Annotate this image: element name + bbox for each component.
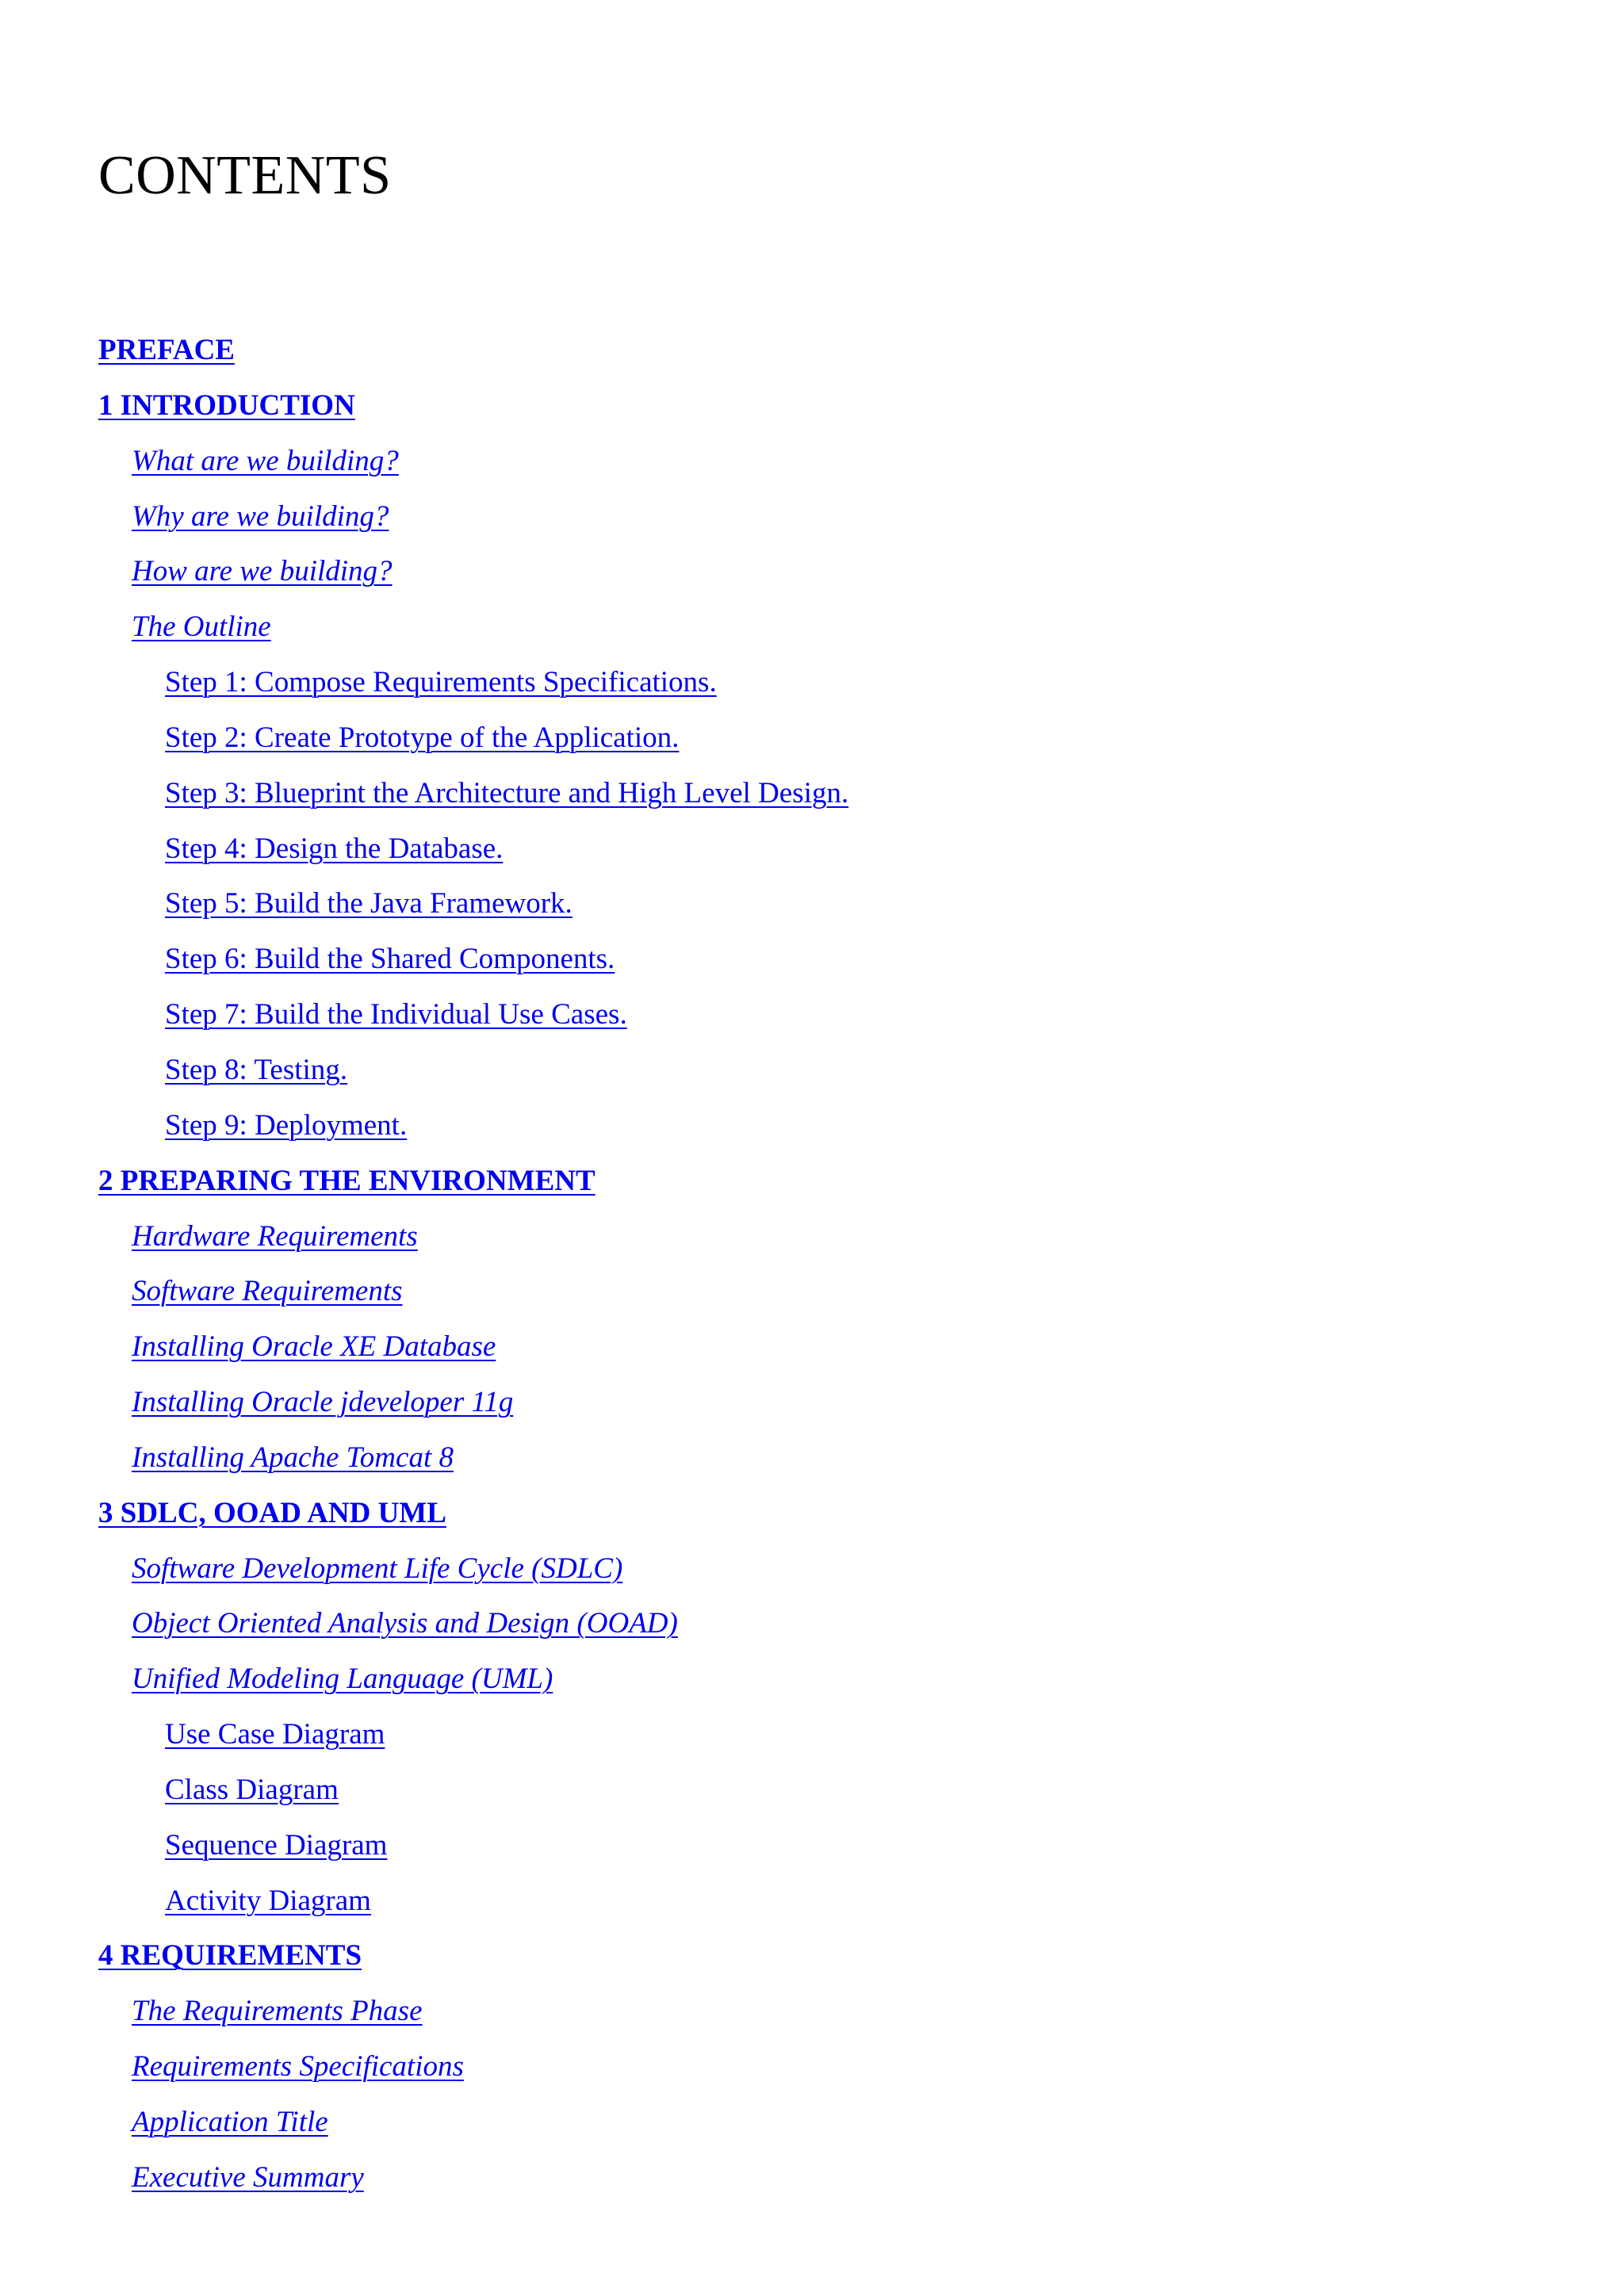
toc-entry-level-3: [0, 876, 1624, 932]
toc-link[interactable]: Step 3: Blueprint the Architecture and High Level Design.: [165, 776, 849, 809]
toc-link[interactable]: 1 INTRODUCTION: [98, 388, 355, 422]
toc-link[interactable]: Step 7: Build the Individual Use Cases.: [165, 998, 627, 1031]
toc-link[interactable]: Software Requirements: [132, 1275, 403, 1308]
toc-link[interactable]: Installing Oracle jdeveloper 11g: [132, 1386, 514, 1419]
toc-link[interactable]: Installing Apache Tomcat 8: [132, 1441, 454, 1474]
toc-link[interactable]: Unified Modeling Language (UML): [132, 1663, 553, 1696]
toc-link[interactable]: 3 SDLC, OOAD AND UML: [98, 1496, 446, 1529]
toc-entry-level-3: [0, 1818, 1624, 1873]
toc-entry-level-2: [0, 1209, 1624, 1265]
toc-link[interactable]: Use Case Diagram: [165, 1718, 385, 1751]
toc-entry-level-2: [0, 1541, 1624, 1597]
toc-entry-level-1: [0, 323, 1624, 378]
table-of-contents: [0, 323, 1624, 2206]
toc-entry-level-2: [0, 1984, 1624, 2039]
toc-link[interactable]: Step 5: Build the Java Framework.: [165, 887, 573, 920]
toc-entry-level-3: [0, 655, 1624, 710]
toc-entry-level-3: [0, 1762, 1624, 1818]
toc-link[interactable]: Installing Oracle XE Database: [132, 1330, 496, 1364]
toc-entry-level-2: [0, 1264, 1624, 1319]
toc-entry-level-1: [0, 1486, 1624, 1541]
toc-entry-level-2: [0, 1375, 1624, 1430]
toc-entry-level-1: [0, 1928, 1624, 1984]
toc-link[interactable]: 2 PREPARING THE ENVIRONMENT: [98, 1164, 596, 1197]
toc-link[interactable]: Step 9: Deployment.: [165, 1108, 408, 1142]
toc-entry-level-1: [0, 1154, 1624, 1209]
toc-entry-level-2: [0, 2150, 1624, 2206]
toc-entry-level-3: [0, 932, 1624, 987]
toc-link[interactable]: Executive Summary: [132, 2160, 364, 2194]
toc-entry-level-2: [0, 2039, 1624, 2095]
toc-link[interactable]: Class Diagram: [165, 1773, 339, 1806]
toc-link[interactable]: How are we building?: [132, 555, 393, 588]
toc-link[interactable]: Object Oriented Analysis and Design (OOAD): [132, 1607, 678, 1640]
toc-link[interactable]: Step 2: Create Prototype of the Application.: [165, 721, 680, 754]
toc-link[interactable]: Step 6: Build the Shared Components.: [165, 943, 615, 976]
toc-entry-level-3: [0, 1707, 1624, 1762]
toc-entry-level-2: [0, 1596, 1624, 1651]
toc-link[interactable]: What are we building?: [132, 444, 399, 477]
toc-entry-level-3: [0, 710, 1624, 766]
toc-entry-level-3: [0, 1043, 1624, 1098]
toc-entry-level-3: [0, 1098, 1624, 1154]
toc-link[interactable]: The Outline: [132, 610, 271, 644]
toc-entry-level-3: [0, 821, 1624, 877]
toc-link[interactable]: Software Development Life Cycle (SDLC): [132, 1552, 623, 1585]
toc-link[interactable]: Step 8: Testing.: [165, 1053, 348, 1086]
toc-entry-level-2: [0, 544, 1624, 599]
toc-entry-level-2: [0, 489, 1624, 545]
toc-entry-level-2: [0, 1651, 1624, 1707]
toc-entry-level-2: [0, 434, 1624, 489]
toc-link[interactable]: PREFACE: [98, 334, 235, 366]
toc-link[interactable]: The Requirements Phase: [132, 1995, 423, 2028]
page-title: CONTENTS: [98, 145, 392, 206]
toc-link[interactable]: 4 REQUIREMENTS: [98, 1939, 362, 1973]
toc-link[interactable]: Why are we building?: [132, 499, 389, 533]
toc-link[interactable]: Step 1: Compose Requirements Specifications.: [165, 666, 717, 699]
toc-entry-level-3: [0, 987, 1624, 1043]
toc-link[interactable]: Application Title: [132, 2106, 328, 2138]
toc-entry-level-3: [0, 766, 1624, 821]
toc-entry-level-2: [0, 599, 1624, 655]
toc-entry-level-2: [0, 2095, 1624, 2150]
toc-entry-level-3: [0, 1873, 1624, 1929]
toc-link[interactable]: Activity Diagram: [165, 1884, 371, 1917]
toc-link[interactable]: Step 4: Design the Database.: [165, 832, 504, 865]
toc-entry-level-2: [0, 1319, 1624, 1375]
toc-link[interactable]: Hardware Requirements: [132, 1219, 418, 1253]
toc-link[interactable]: Sequence Diagram: [165, 1828, 388, 1862]
toc-link[interactable]: Requirements Specifications: [132, 2050, 464, 2084]
toc-entry-level-1: [0, 378, 1624, 434]
toc-entry-level-2: [0, 1430, 1624, 1486]
